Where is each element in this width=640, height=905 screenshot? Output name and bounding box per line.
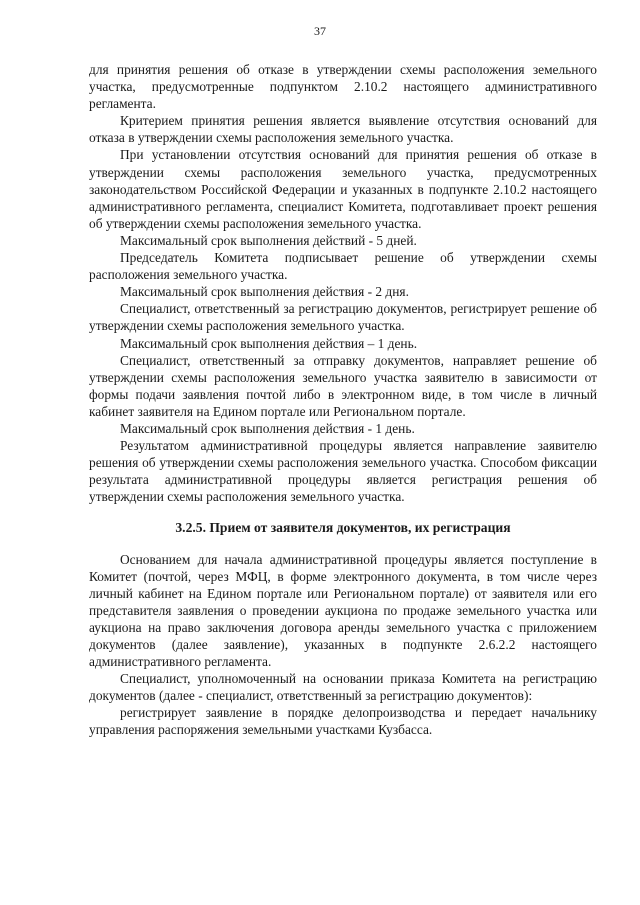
paragraph: При установлении отсутствия оснований для принятия решения об отказе в утверждении схемы расположения земельного участка, предусмотренных законодательством Российской Федерации и указанных в подпункте 2.10.2 настоящего административного регламента, специалист Комитета, подготавливает проект решения об утверждении схемы расположения земельного участка. [89, 147, 597, 231]
page-number: 37 [314, 24, 326, 38]
paragraph: Специалист, ответственный за отправку документов, направляет решение об утверждении схемы расположения земельного участка заявителю в зависимости от формы подачи заявления почтой либо в электронном виде, в том числе в личный кабинет заявителя на Едином портале или Региональном портале. [89, 352, 597, 419]
paragraph: Максимальный срок выполнения действия - 2 дня. [120, 284, 409, 300]
paragraph: Председатель Комитета подписывает решение об утверждении схемы расположения земельного участка. [89, 250, 597, 283]
paragraph: Критерием принятия решения является выявление отсутствия оснований для отказа в утверждении схемы расположения земельного участка. [89, 113, 597, 146]
section-heading: 3.2.5. Прием от заявителя документов, их регистрация [175, 520, 511, 536]
paragraph: регистрирует заявление в порядке делопроизводства и передает начальнику управления распоряжения земельными участками Кузбасса. [89, 705, 597, 738]
document-body [89, 61, 597, 739]
paragraph: Специалист, ответственный за регистрацию документов, регистрирует решение об утверждении схемы расположения земельного участка. [89, 301, 597, 334]
paragraph: Специалист, уполномоченный на основании приказа Комитета на регистрацию документов (далее - специалист, ответственный за регистрацию документов): [89, 671, 597, 704]
paragraph: Результатом административной процедуры является направление заявителю решения об утверждении схемы расположения земельного участка. Способом фиксации результата административной процедуры является регистрация решения об утверждении схемы расположения земельного участка. [89, 438, 597, 505]
paragraph: Максимальный срок выполнения действий - 5 дней. [120, 232, 417, 248]
paragraph: Основанием для начала административной процедуры является поступление в Комитет (почтой, через МФЦ, в форме электронного документа, в том числе через личный кабинет на Едином портале или Региональном портале) от заявителя или его представителя заявления о проведении аукциона по продаже земельного участка или аукциона на право заключения договора аренды земельного участка с приложением документов (далее заявление), указанных в подпункте 2.6.2.2 настоящего административного регламента. [89, 551, 597, 670]
paragraph: Максимальный срок выполнения действия – 1 день. [120, 335, 418, 351]
paragraph: для принятия решения об отказе в утверждении схемы расположения земельного участка, предусмотренные подпунктом 2.10.2 настоящего административного регламента. [89, 62, 597, 112]
paragraph: Максимальный срок выполнения действия - 1 день. [120, 420, 415, 436]
